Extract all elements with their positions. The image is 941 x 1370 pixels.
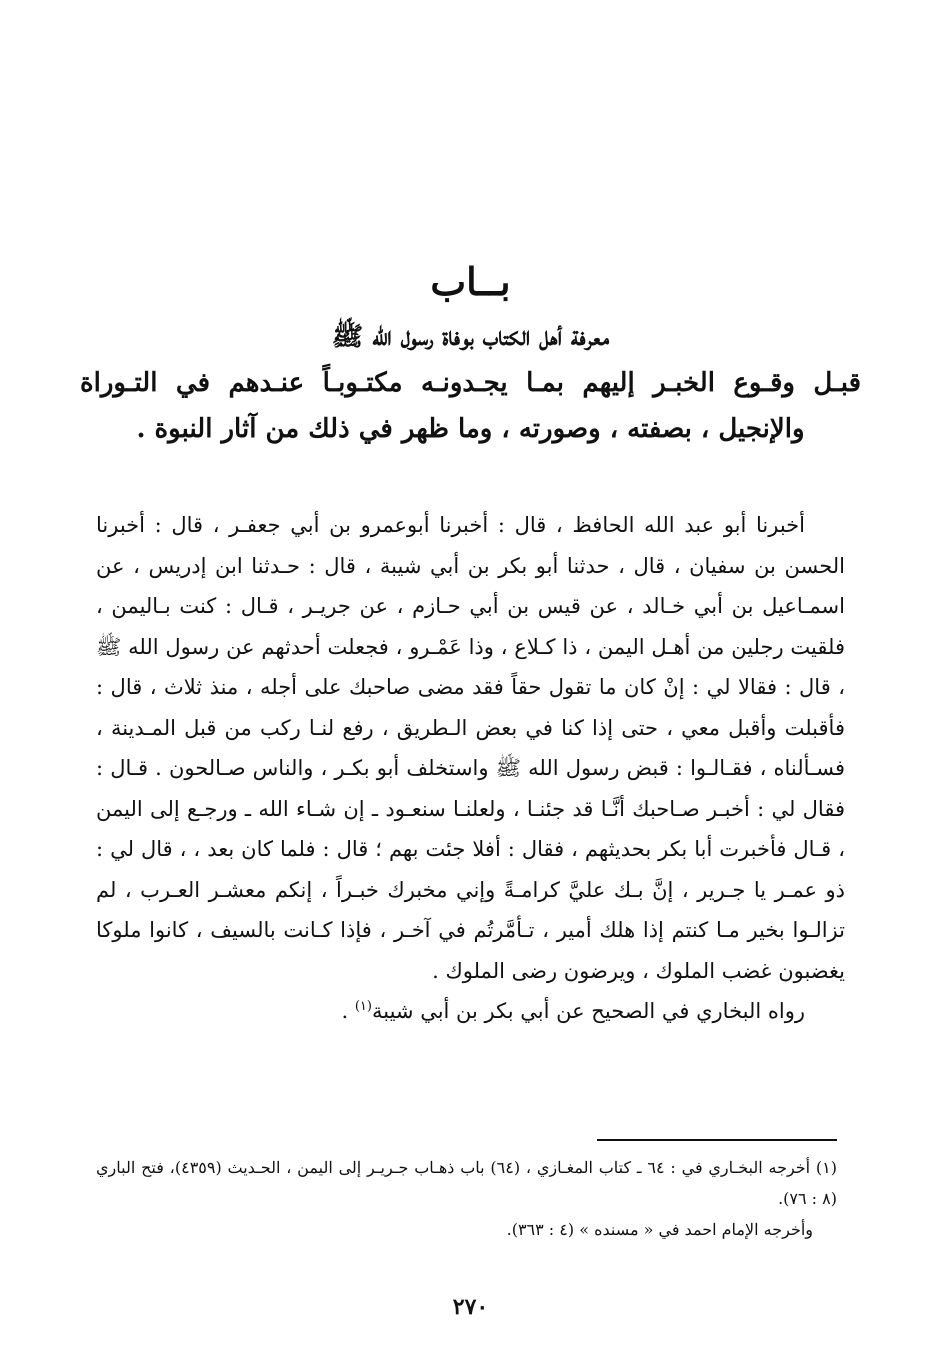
chapter-subtitle: قبـل وقـوع الخبـر إليهم بمـا يجـدونـه مكتـوبـاً عنـدهم في التـوراة والإنجيل ، بصفته ، وصورته ، وما ظهر في ذلك من آثار النبوة .: [80, 368, 861, 444]
footnote-second: وأخرجه الإمام احمد في « مسنده » (٤ : ٣٦٣).: [506, 1220, 813, 1239]
chapter-title: معرفة أهل الكتاب بوفاة رسول الله ﷺ: [331, 322, 610, 352]
footnote-divider: [597, 1139, 837, 1141]
footnote-first: (١) أخرجه البخـاري في : ٦٤ ـ كتاب المغـازي ، (٦٤) باب ذهـاب جـريـر إلى اليمن ، الحـديث (٤٣٥٩)، فتح الباري (٨ : ٧٦).: [96, 1158, 838, 1208]
attribution-text: رواه البخاري في الصحيح عن أبي بكر بن أبي شيبة: [371, 999, 805, 1023]
attribution-end: .: [341, 999, 355, 1023]
page-number: ٢٧٠: [452, 1294, 489, 1320]
chapter-word: بــاب: [430, 259, 511, 304]
hadith-attribution: [96, 991, 845, 1032]
hadith-narration: أخبرنا أبو عبد الله الحافظ ، قال : أخبرنا أبوعمرو بن أبي جعفـر ، قال : أخبرنا الحسن بن سفيان ، قال ، حدثنا أبو بكر بن أبي شيبة ، قال : حـدثنا ابن إدريس ، عن اسمـاعيل بن أبي خـالد ، عن قيس بن أبي حـازم ، عن جريـر ، قـال : كنت بـاليمن ، فلقيت رجلين من أهـل اليمن ، ذا كـلاع ، وذا عَمْـرو ، فجعلت أحدثهم عن رسول الله ﷺ ، قال : فقالا لي : إنْ كان ما تقول حقاً فقد مضى صاحبك على أجله ، منذ ثلاث ، قال : فأقبلت وأقبل معي ، حتى إذا كنا في بعض الـطريق ، رفع لنـا ركب من قبل المـدينة ، فسـألناه ، فقـالـوا : قبض رسول الله ﷺ واستخلف أبو بكـر ، والناس صـالحون . قـال : فقال لي : أخبـر صـاحبك أنَّـا قد جئنـا ، ولعلنـا سنعـود ـ إن شـاء الله ـ ورجـع إلى اليمن ، قـال فأخبرت أبا بكر بحديثهم ، فقال : أفلا جئت بهم ؛ قال : فلما كان بعد ، ، قال لي : ذو عمـر يا جـرير ، إنَّ بـك عليَّ كرامـةً وإني مخبرك خبـراً ، إنكم معشـر العـرب ، لم تزالـوا بخير مـا كنتم إذا هلك أمير ، تـأمَّرتُم في آخـر ، فإذا كـانت بالسيف ، كانوا ملوكا يغضبون غضب الملوك ، ويرضون رضى الملوك .: [96, 513, 845, 983]
main-text: [96, 505, 845, 1032]
footnotes: [96, 1152, 837, 1245]
chapter-heading: [80, 252, 861, 452]
footnote-reference: (١): [354, 999, 372, 1014]
